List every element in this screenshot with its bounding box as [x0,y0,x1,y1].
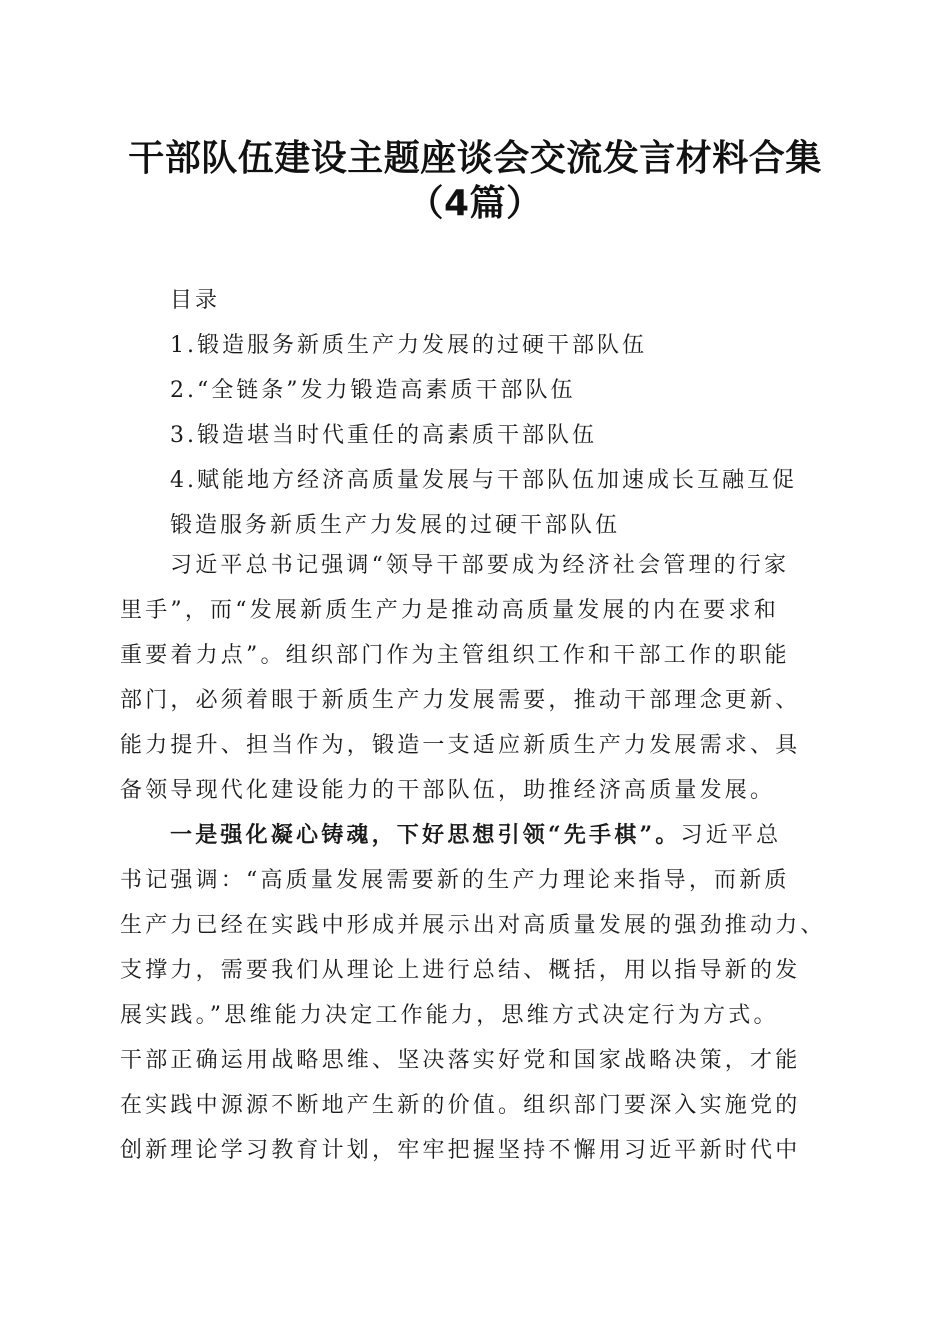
paragraph-1-line-2: 里手”，而“发展新质生产力是推动高质量发展的内在要求和 [120,598,779,623]
paragraph-2-line-8: 创新理论学习教育计划，牢牢把握坚持不懈用习近平新时代中 [120,1138,801,1163]
paragraph-2-line-3: 生产力已经在实践中形成并展示出对高质量发展的强劲推动力、 [120,913,826,938]
paragraph-2-line-1 [120,813,840,858]
paragraph-2-line-2: 书记强调：“高质量发展需要新的生产力理论来指导，而新质 [120,868,790,893]
paragraph-1-line-1: 习近平总书记强调“领导干部要成为经济社会管理的行家 [170,553,790,578]
paragraph-2-lead-rest: 习近平总 [680,823,782,848]
toc-item-2: 2.“全链条”发力锻造高素质干部队伍 [170,378,576,403]
toc-heading: 目录 [170,288,221,313]
paragraph-2-lead: 一是强化凝心铸魂，下好思想引领“先手棋”。 [170,822,681,848]
table-of-contents [170,278,797,548]
paragraph-2-line-5: 展实践。”思维能力决定工作能力，思维方式决定行为方式。 [120,1003,779,1028]
paragraph-1-line-5: 能力提升、担当作为，锻造一支适应新质生产力发展需求、具 [120,733,801,758]
toc-item-3: 3.锻造堪当时代重任的高素质干部队伍 [170,423,597,448]
body-text [120,543,840,1173]
toc-item-4: 4.赋能地方经济高质量发展与干部队伍加速成长互融互促 [170,468,797,493]
document-title-count: （4篇） [407,183,543,224]
paragraph-1-line-3: 重要着力点”。组织部门作为主管组织工作和干部工作的职能 [120,643,790,668]
paragraph-2-line-4: 支撑力，需要我们从理论上进行总结、概括，用以指导新的发 [120,958,801,983]
paragraph-2-line-7: 在实践中源源不断地产生新的价值。组织部门要深入实施党的 [120,1093,801,1118]
toc-item-1: 1.锻造服务新质生产力发展的过硬干部队伍 [170,333,647,358]
section-title: 锻造服务新质生产力发展的过硬干部队伍 [170,513,621,538]
paragraph-1-line-4: 部门，必须着眼于新质生产力发展需要，推动干部理念更新、 [120,688,801,713]
paragraph-2-line-6: 干部正确运用战略思维、坚决落实好党和国家战略决策，才能 [120,1048,801,1073]
paragraph-1-line-6: 备领导现代化建设能力的干部队伍，助推经济高质量发展。 [120,778,776,803]
document-title: 干部队伍建设主题座谈会交流发言材料合集 [128,138,822,179]
